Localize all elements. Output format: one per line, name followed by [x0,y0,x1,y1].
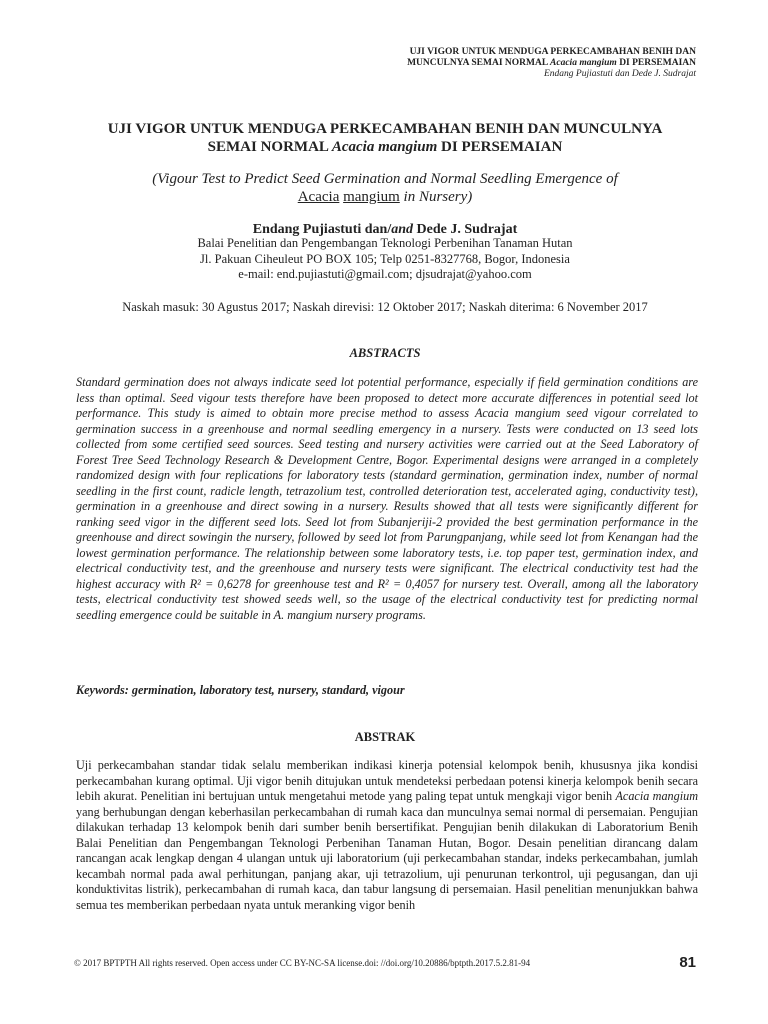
affiliation: Balai Penelitian dan Pengembangan Teknologi Perbenihan Tanaman Hutan Jl. Pakuan Ciheuleut PO BOX 105; Telp 0251-8327768, Bogor, Indonesia e-mail: end.pujiastuti@gmail.com; djsudrajat@yahoo.com [60,236,710,283]
running-head [407,47,696,80]
abstrak-heading: ABSTRAK [354,730,416,744]
article-title: UJI VIGOR UNTUK MENDUGA PERKECAMBAHAN BENIH DAN MUNCULNYA SEMAI NORMAL Acacia mangium DI PERSEMAIAN [107,121,663,155]
running-head-authors: Endang Pujiastuti dan Dede J. Sudrajat [544,69,696,79]
page-number: 81 [679,954,696,971]
submission-dates: Naskah masuk: 30 Agustus 2017; Naskah direvisi: 12 Oktober 2017; Naskah diterima: 6 November 2017 [122,300,648,314]
copyright-footer: © 2017 BPTPTH All rights reserved. Open access under CC BY-NC-SA license.doi: //doi.org/10.20886/bptpth.2017.5.2.81-94 [74,958,531,968]
keywords: Keywords: germination, laboratory test, nursery, standard, vigour [76,683,405,697]
abstracts-heading: ABSTRACTS [349,346,421,360]
authors: Endang Pujiastuti dan/and Dede J. Sudrajat [252,222,518,237]
running-head-line1: UJI VIGOR UNTUK MENDUGA PERKECAMBAHAN BENIH DAN [409,47,696,57]
running-head-line2: MUNCULNYA SEMAI NORMAL Acacia mangium DI PERSEMAIAN [407,58,696,68]
abstract-english: Standard germination does not always indicate seed lot potential performance, especially if field germination conditions are less than optimal. Seed vigour tests therefore have been proposed to detect more accurate differences in potential seed lot performance. This study is aimed to obtain more precise method to assess Acacia mangium seed vigour correlated to germination success in a greenhouse and normal seedling emergency in a nursery. Tests were conducted on 13 seed lots collected from some certified seed sources. Seed testing and nursery activities were carried out at the Seed Laboratory of Forest Tree Seed Technology Research & Development Centre, Bogor. Experimental designs were arranged in a completely randomized design with four replications for laboratory tests (standard germination, germination index, number of normal seedling in the first count, radicle length, tetrazolium test, controlled deterioration test, accelerated aging, conductivity test), germination in a greenhouse and direct sowing in a nursery. Results showed that all tests were significantly different for ranking seed vigor in the different seed lots. Seed lot from Subanjeriji-2 provided the best germination performance in the greenhouse and direct sowingin the nursery, followed by seed lot from Parungpanjang, while seed lot from Kenangan had the lowest germination performance. The relationship between some laboratory tests, i.e. top paper test, germination index, and electrical conductivity test, and the greenhouse and nursery tests were significant. The electrical conductivity test had the highest accuracy with R² = 0,6278 for greenhouse test and R² = 0,4057 for nursery test. Overall, among all the laboratory tests, electrical conductivity test showed seeds well, so the usage of the electrical conductivity test for predicting normal seedling emergence could be suitable in A. mangium nursery programs. [76,375,698,622]
abstract-indonesian: Uji perkecambahan standar tidak selalu memberikan indikasi kinerja potensial kelompok benih, khususnya jika kondisi perkecambahan kurang optimal. Uji vigor benih ditujukan untuk mendeteksi perbedaan potensi kinerja kelompok benih secara lebih akurat. Penelitian ini bertujuan untuk mengetahui metode yang paling tepat untuk mengkaji vigor benih Acacia mangium yang berhubungan dengan keberhasilan perkecambahan di rumah kaca dan munculnya semai normal di persemaian. Pengujian dilakukan terhadap 13 kelompok benih dari sumber benih bersertifikat. Pengujian benih dilakukan di Laboratorium Benih Balai Penelitian dan Pengembangan Teknologi Perbenihan Tanaman Hutan, Bogor. Desain penelitian dirancang dalam rancangan acak lengkap dengan 4 ulangan untuk uji laboratorium (uji perkecambahan standar, indeks perkecambahan, jumlah kecambah normal pada awal perhitungan, panjang akar, uji tetrazolium, uji penurunan terkontrol, uji pegusangan, dan uji konduktivitas listrik), perkecambahan di rumah kaca, dan tabur langsung di persemaian. Hasil penelitian menunjukkan bahwa semua tes memberikan perbedaan nyata untuk meranking vigor benih [76,758,699,912]
email-line: e-mail: end.pujiastuti@gmail.com; djsudrajat@yahoo.com [238,267,532,281]
english-title: (Vigour Test to Predict Seed Germination and Normal Seedling Emergence of Acacia mangium in Nursery) [152,171,618,205]
